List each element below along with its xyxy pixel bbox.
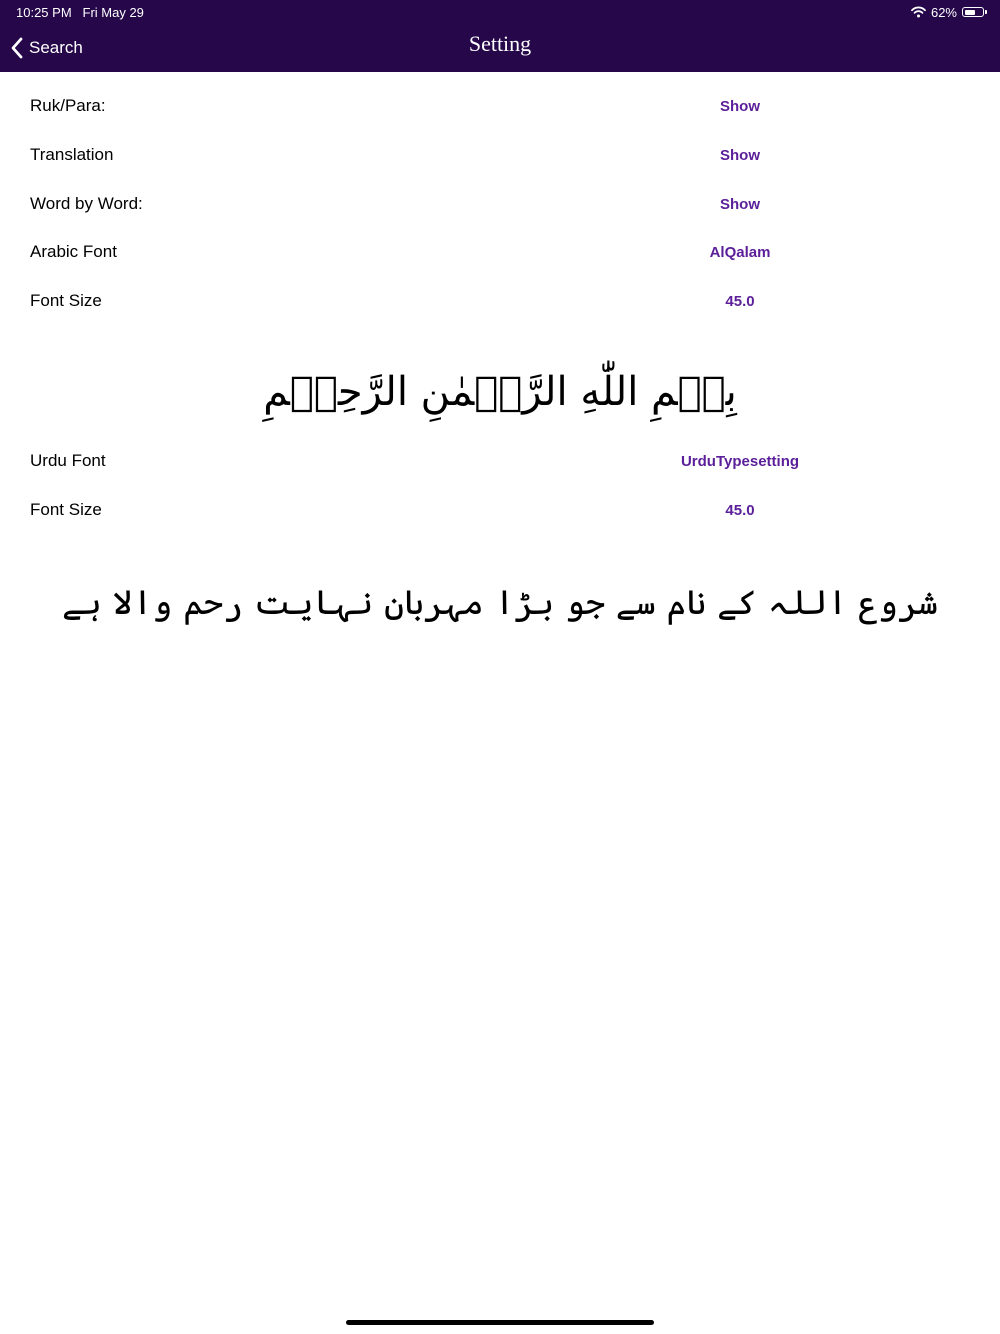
setting-row-arabic-font-size xyxy=(0,287,1000,317)
setting-value-urdu-font-size[interactable]: 45.0 xyxy=(725,502,755,519)
wifi-icon xyxy=(911,6,926,18)
setting-value-arabic-font[interactable]: AlQalam xyxy=(709,244,771,261)
setting-label-ruk-para: Ruk/Para: xyxy=(30,96,106,115)
setting-row-translation xyxy=(0,141,1000,171)
setting-value-arabic-font-size[interactable]: 45.0 xyxy=(725,293,755,310)
setting-label-word-by-word: Word by Word: xyxy=(30,194,143,213)
arabic-preview-text: بِسۡمِ اللّٰهِ الرَّحۡمٰنِ الرَّحِيۡمِ xyxy=(263,369,737,415)
setting-row-word-by-word xyxy=(0,190,1000,220)
setting-value-urdu-font[interactable]: UrduTypesetting xyxy=(680,453,800,470)
status-indicators xyxy=(911,4,984,20)
setting-label-urdu-font-size: Font Size xyxy=(30,500,102,519)
status-time-text: 10:25 PM xyxy=(16,5,72,20)
setting-row-urdu-font xyxy=(0,447,1000,477)
battery-percent: 62% xyxy=(930,4,957,20)
urdu-preview-text: شروع اللہ کے نام سے جو بڑا مہربان نہایت رحم والا ہے xyxy=(62,583,938,623)
setting-label-translation: Translation xyxy=(30,145,114,164)
home-indicator[interactable] xyxy=(346,1320,654,1325)
status-date-text: Fri May 29 xyxy=(82,5,144,20)
setting-value-translation[interactable]: Show xyxy=(720,147,760,164)
setting-value-ruk-para[interactable]: Show xyxy=(720,98,760,115)
battery-fill xyxy=(965,10,975,15)
battery-nub xyxy=(985,10,987,14)
status-time xyxy=(16,5,144,20)
setting-label-arabic-font: Arabic Font xyxy=(30,242,117,261)
setting-row-arabic-font xyxy=(0,238,1000,268)
back-label: Search xyxy=(29,38,83,57)
setting-label-arabic-font-size: Font Size xyxy=(30,291,102,310)
setting-label-urdu-font: Urdu Font xyxy=(30,451,106,470)
setting-row-urdu-font-size xyxy=(0,496,1000,526)
setting-value-word-by-word[interactable]: Show xyxy=(720,196,760,213)
page-title: Setting xyxy=(468,31,532,56)
setting-row-ruk-para xyxy=(0,92,1000,122)
navigation-bar xyxy=(0,0,1000,72)
battery-icon xyxy=(962,7,984,17)
